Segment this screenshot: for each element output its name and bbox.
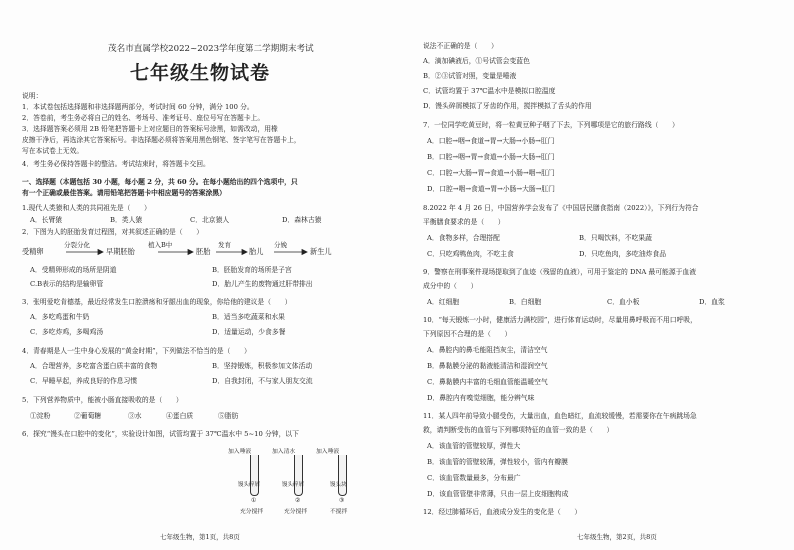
question-12: 12．经过肺循环后，血液成分发生的变化是（ ） xyxy=(423,508,582,516)
option: C．早睡早起，养成良好的作息习惯 xyxy=(30,377,138,385)
test-tube-3 xyxy=(338,455,347,496)
diagram-node: 受精卵 xyxy=(22,247,44,256)
option: B．只喝饮料，不吃果蔬 xyxy=(579,234,652,242)
question-2: 2．下图为人的胚胎发育过程图，对其叙述正确的是（ ） xyxy=(22,228,204,236)
option: B．该血管的管壁较薄，弹性较小，管内有瓣膜 xyxy=(427,458,568,466)
question-8: 8.2022 年 4 月 26 日，中国营养学会发布了《中国居民膳食指南（2022）》，下列行为符合 xyxy=(423,204,699,212)
question-10: 10．“每天锻炼一小时，健康活力满校园”，进行体育运动时，尽量用鼻呼吸而不用口呼吸， xyxy=(423,316,697,324)
question-9-cont: 成分中的（ ） xyxy=(423,282,478,290)
option: C．多吃炸鸡，多喝鸡汤 xyxy=(30,328,104,336)
tube-content: 馒头碎屑 xyxy=(282,482,305,488)
option: ①淀粉 xyxy=(30,412,51,420)
option: D．森林古猿 xyxy=(282,216,322,224)
option: D．胎儿产生的废物通过肝带排出 xyxy=(212,280,313,288)
option: C．该血管数量最多，分布最广 xyxy=(427,474,521,482)
note-line: 3．选择题答案必须用 2B 铅笔把答题卡上对应题目的答案标号涂黑，如需改动，用橡 xyxy=(22,125,278,133)
option: ②葡萄糖 xyxy=(74,412,102,420)
option: D．该血管管壁非常薄，只由一层上皮细胞构成 xyxy=(427,490,569,498)
option: D．血浆 xyxy=(699,298,725,306)
question-1: 1.现代人类猿和人类的共同祖先是（ ） xyxy=(22,204,151,212)
option: ④蛋白质 xyxy=(166,412,194,420)
question-8-cont: 平衡膳食要求的是（ ） xyxy=(423,218,505,226)
tube-number: ① xyxy=(251,497,257,504)
school-exam-title: 茂名市直属学校2022~2023学年度第二学期期末考试 xyxy=(108,44,314,54)
tube-label: 加入唾液 xyxy=(316,449,340,455)
option: C．血小板 xyxy=(607,298,640,306)
diagram-node: 胎儿 xyxy=(249,247,264,256)
option: C．鼻黏膜内丰富的毛细血管能温暖空气 xyxy=(427,378,548,386)
option: C．只吃鸡鸭鱼肉，不吃主食 xyxy=(427,250,514,258)
option: D．口腔→咽→食道→胃→小肠→大肠→肛门 xyxy=(427,185,555,193)
test-tube-1 xyxy=(250,455,259,496)
question-11-cont: 救，请判断受伤的血管与下列哪项特征的血管一致的是（ ） xyxy=(423,426,614,434)
question-7: 7．一位同学吃黄豆时，将一粒黄豆种子咽了下去，下列哪项是它的旅行路线（ ） xyxy=(423,121,679,129)
option: A．红细胞 xyxy=(427,298,460,306)
tube-action: 充分搅拌 xyxy=(284,509,308,515)
section-heading-cont: 有一个正确或最佳答案。请用铅笔把答题卡中相应题号的答案涂黑） xyxy=(22,189,226,197)
option: B．口腔→咽→胃→食道→小肠→大肠→肛门 xyxy=(427,153,555,161)
option: A．食物多样，合理搭配 xyxy=(427,234,500,242)
option: B．类人猿 xyxy=(110,216,143,224)
tube-content: 馒头碎屑 xyxy=(238,482,261,488)
note-line: 1．本试卷包括选择题和非选择题两部分，考试时间 60 分钟，满分 100 分。 xyxy=(22,103,254,111)
note-line: 写在本试卷上无效。 xyxy=(22,147,84,155)
option: B．鼻黏膜分泌的黏液能清洁和湿润空气 xyxy=(427,362,548,370)
option: D．馒头碎屑模拟了牙齿的作用，搅拌模拟了舌头的作用 xyxy=(423,102,592,110)
question-3: 3．张明爱吃肯德基，最近经常发生口腔溃疡和牙龈出血的现象，你给他的建议是（ ） xyxy=(22,298,292,306)
diagram-arrow-label: 分娩 xyxy=(274,241,287,249)
diagram-node: 新生儿 xyxy=(310,247,332,256)
tube-number: ② xyxy=(295,497,301,504)
tube-label: 加入清水 xyxy=(272,449,296,455)
option: A．多吃鸡蛋和牛奶 xyxy=(30,313,90,321)
tube-action: 不搅拌 xyxy=(330,509,348,515)
option: B．适当多吃蔬菜和水果 xyxy=(212,313,285,321)
diagram-arrow-label: 分裂分化 xyxy=(64,241,90,249)
diagram-node: 早期胚胎 xyxy=(106,247,135,256)
question-4: 4．青春期是人一生中身心发展的“黄金时期”，下列做法不恰当的是（ ） xyxy=(22,347,251,355)
option: A．滴加碘液后，①号试管会变蓝色 xyxy=(423,57,530,65)
option: A．长臂猿 xyxy=(30,216,63,224)
section-heading: 一、选择题（本题包括 30 小题，每小题 2 分，共 60 分。在每小题给出的四个选项中，只 xyxy=(22,178,298,186)
page-footer: 七年级生物，第1页，共8页 xyxy=(160,533,240,541)
exam-subject-title: 七年级生物试卷 xyxy=(130,62,271,84)
option: D．鼻腔内有嗅觉细胞，能分辨气味 xyxy=(427,394,535,402)
test-tube-2 xyxy=(294,455,303,496)
tube-content: 馒头块 xyxy=(330,482,347,488)
option: B．②③试管对照，变量是唾液 xyxy=(423,72,517,80)
diagram-node: 胚胎 xyxy=(196,247,211,256)
question-5: 5．下列营养物质中，能被小肠直接吸收的是（ ） xyxy=(22,396,183,404)
option: B．白细胞 xyxy=(509,298,542,306)
note-line: 皮擦干净后，再选涂其它答案标号。非选择题必须将答案用黑色钢笔、签字笔写在答题卡上， xyxy=(22,136,301,144)
option: D．自我封闭，不与家人朋友交流 xyxy=(212,377,313,385)
tube-action: 充分搅拌 xyxy=(240,509,264,515)
question-6: 6．探究“馒头在口腔中的变化”，实验设计如图，试管均置于 37℃温水中 5~10 分钟，以下 xyxy=(22,430,299,438)
question-11: 11．某人四年前导致小腿受伤，大量出血，血色暗红，血流较缓慢，若需要你在午病跳场急 xyxy=(423,412,697,420)
note-line: 4．考生务必保持答题卡的整洁。考试结束时，将答题卡交回。 xyxy=(22,160,210,168)
right-page xyxy=(397,0,794,550)
question-9: 9．警察在刑事案件现场提取到了血迹（残留的血液），可用于鉴定的 DNA 最可能源于血液 xyxy=(423,268,697,276)
option: A．鼻腔内的鼻毛能阻挡灰尘，清洁空气 xyxy=(427,346,548,354)
option: B．坚持锻炼，积极参加文体活动 xyxy=(212,362,313,370)
diagram-arrow-label: 植入B中 xyxy=(148,241,173,249)
option: B．胚胎发育的场所是子宫 xyxy=(212,266,292,274)
option: C.B表示的结构是输卵管 xyxy=(30,280,104,288)
option: C．北京猿人 xyxy=(190,216,230,224)
tube-label: 加入唾液 xyxy=(228,449,252,455)
page-footer: 七年级生物，第2页，共8页 xyxy=(577,533,657,541)
option: ⑤脂肪 xyxy=(218,412,239,420)
option: D．只吃鱼肉，多吃油炸食品 xyxy=(579,250,667,258)
option: A．该血管的管壁较厚，弹性大 xyxy=(427,442,521,450)
option: C．口腔→大肠→胃→食道→小肠→咽→肛门 xyxy=(427,169,555,177)
option: C．试管均置于 37℃温水中是模拟口腔温度 xyxy=(423,87,556,95)
note-line: 2．答卷前，考生务必将自己的姓名、考场号、准考证号、座位号写在答题卡上。 xyxy=(22,114,265,122)
option: A．受精卵形成的场所是阴道 xyxy=(30,266,117,274)
diagram-arrow-label: 发育 xyxy=(218,241,231,249)
option: A．口腔→咽→食道→胃→大肠→小肠→肛门 xyxy=(427,137,555,145)
tube-number: ③ xyxy=(339,497,345,504)
question-10-cont: 下列原因不合理的是（ ） xyxy=(423,330,512,338)
question-6-cont: 说法不正确的是（ ） xyxy=(423,42,498,50)
notes-title: 说明： xyxy=(22,92,43,100)
option: D．适量运动，少食多餐 xyxy=(212,328,286,336)
option: ③水 xyxy=(128,412,142,420)
option: A．合理营养，多吃富含蛋白质丰富的食物 xyxy=(30,362,158,370)
